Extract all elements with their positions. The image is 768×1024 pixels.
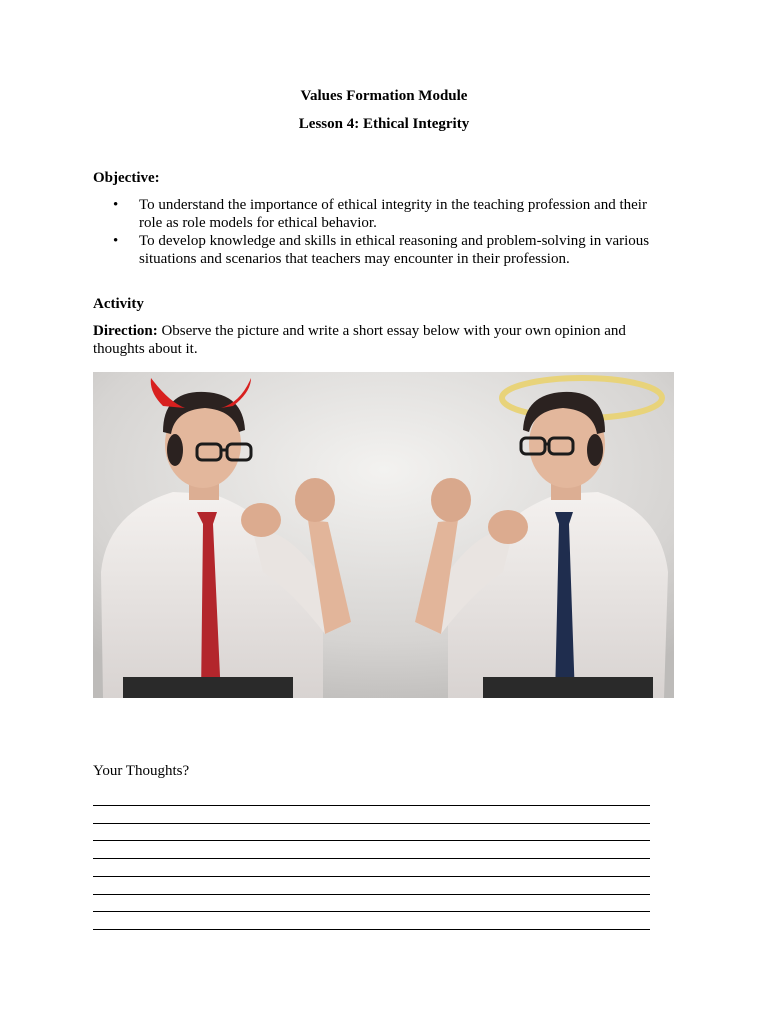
answer-line[interactable] <box>93 823 650 824</box>
activity-picture <box>93 372 674 698</box>
answer-line[interactable] <box>93 894 650 895</box>
devil-vs-angel-illustration <box>93 372 674 698</box>
objective-heading: Objective: <box>93 170 160 186</box>
objective-list <box>93 196 673 268</box>
objective-item <box>93 232 673 268</box>
objective-item-text: To develop knowledge and skills in ethical reasoning and problem-solving in various situations and scenarios that teachers may encounter in their profession. <box>139 233 650 267</box>
your-thoughts-prompt: Your Thoughts? <box>93 763 190 779</box>
answer-line[interactable] <box>93 929 650 930</box>
answer-line[interactable] <box>93 911 650 912</box>
objective-item-text: To understand the importance of ethical integrity in the teaching profession and their role as role models for ethical behavior. <box>139 197 647 231</box>
answer-line[interactable] <box>93 858 650 859</box>
direction-paragraph <box>93 322 673 358</box>
direction-label: Direction: <box>93 323 158 339</box>
activity-heading: Activity <box>93 296 144 312</box>
lesson-title: Lesson 4: Ethical Integrity <box>298 116 470 132</box>
bullet-icon: • <box>113 233 119 249</box>
answer-line[interactable] <box>93 840 650 841</box>
bullet-icon: • <box>113 197 119 213</box>
module-title: Values Formation Module <box>300 88 468 104</box>
answer-line[interactable] <box>93 805 650 806</box>
direction-text: Observe the picture and write a short essay below with your own opinion and thoughts about it. <box>93 323 626 357</box>
objective-item <box>93 196 673 232</box>
answer-line[interactable] <box>93 876 650 877</box>
